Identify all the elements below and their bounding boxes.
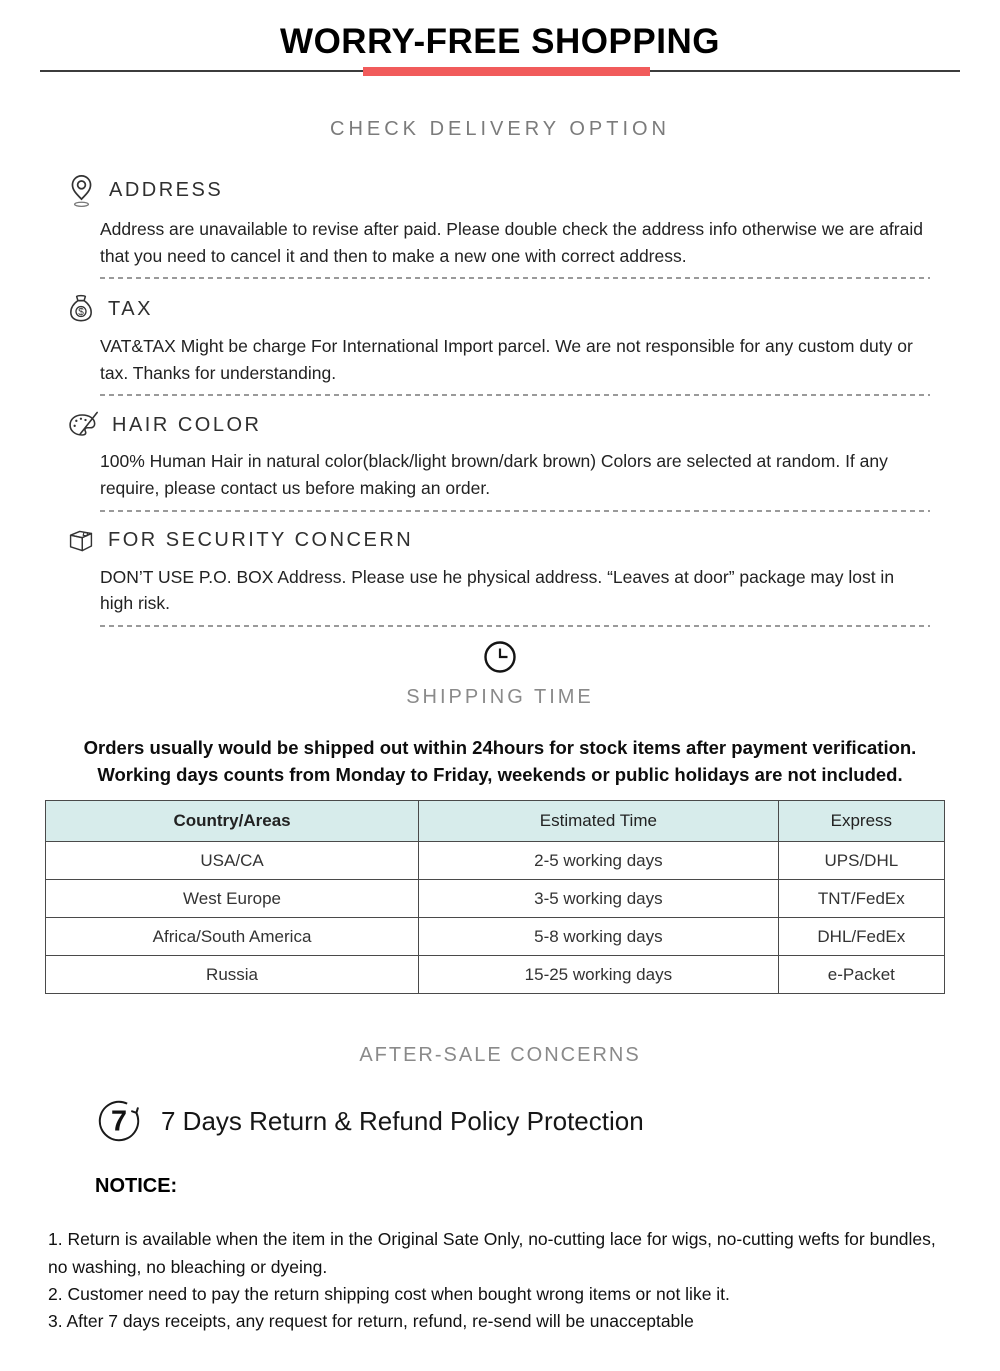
section-body-security: DON’T USE P.O. BOX Address. Please use he physical address. “Leaves at door” package may lost in high risk. [100,566,895,614]
table-cell: e-Packet [778,956,944,994]
table-cell: Russia [46,956,419,994]
section-body-hair-color: 100% Human Hair in natural color(black/light brown/dark brown) Colors are selected at random. If any require, please contact us before making an order. [100,451,888,498]
table-cell: UPS/DHL [778,842,944,880]
notice-item: 2. Customer need to pay the return shipping cost when bought wrong items or not like it. [48,1283,730,1304]
section-security [66,526,1000,556]
section-heading: HAIR COLOR [112,413,262,436]
palette-icon [66,410,100,440]
svg-text:7: 7 [110,1105,128,1138]
accent-bar [363,67,650,76]
table-cell: 2-5 working days [419,842,779,880]
svg-text:$: $ [78,307,84,319]
shipping-note-line-2: Working days counts from Monday to Friday, weekends or public holidays are not included. [97,763,903,785]
page-title: WORRY-FREE SHOPPING [280,22,720,61]
section-title-check-delivery: CHECK DELIVERY OPTION [330,118,670,140]
shipping-note [0,735,1000,789]
shipping-table [45,800,945,994]
table-cell: TNT/FedEx [778,880,944,918]
table-header-row [46,801,945,842]
column-header-country: Country/Areas [46,801,419,842]
section-address [66,173,1000,208]
table-row [46,956,945,994]
table-row [46,918,945,956]
table-cell: Africa/South America [46,918,419,956]
shipping-note-line-1: Orders usually would be shipped out within 24hours for stock items after payment verification. [83,736,917,758]
section-body-address: Address are unavailable to revise after paid. Please double check the address info otherwise we are afraid that you need to cancel it and then to make a new one with correct address. [100,219,923,266]
section-body-tax: VAT&TAX Might be charge For International Import parcel. We are not responsible for any custom duty or tax. Thanks for understanding. [100,336,913,383]
notice-label: NOTICE: [95,1175,178,1198]
dashed-divider [100,625,930,627]
seven-days-return [95,1097,1000,1145]
clock-icon [0,637,1000,682]
notice-list [48,1226,945,1335]
section-heading: FOR SECURITY CONCERN [108,529,414,552]
dashed-divider [100,277,930,279]
notice-item: 1. Return is available when the item in the Original Sate Only, no-cutting lace for wigs, no-cutting wefts for bundles, no washing, no bleaching or dyeing. [48,1229,936,1277]
column-header-express: Express [778,801,944,842]
section-hair-color [66,410,1000,440]
seven-days-headline: 7 Days Return & Refund Policy Protection [161,1105,644,1136]
table-row [46,880,945,918]
section-heading: TAX [108,297,153,320]
table-cell: 15-25 working days [419,956,779,994]
title-divider [40,70,960,72]
seven-days-return-icon [95,1097,143,1145]
section-tax [66,293,1000,325]
section-title-after-sale: AFTER-SALE CONCERNS [359,1044,641,1067]
section-heading: ADDRESS [109,179,224,201]
package-icon [66,526,96,556]
table-cell: 3-5 working days [419,880,779,918]
dashed-divider [100,394,930,396]
table-row [46,842,945,880]
column-header-estimated-time: Estimated Time [419,801,779,842]
dashed-divider [100,510,930,512]
table-cell: West Europe [46,880,419,918]
location-pin-icon [66,173,97,208]
section-title-shipping-time: SHIPPING TIME [406,685,594,708]
table-cell: USA/CA [46,842,419,880]
table-cell: DHL/FedEx [778,918,944,956]
notice-item: 3. After 7 days receipts, any request for return, refund, re-send will be unacceptable [48,1310,694,1331]
money-bag-icon [66,293,96,325]
table-cell: 5-8 working days [419,918,779,956]
